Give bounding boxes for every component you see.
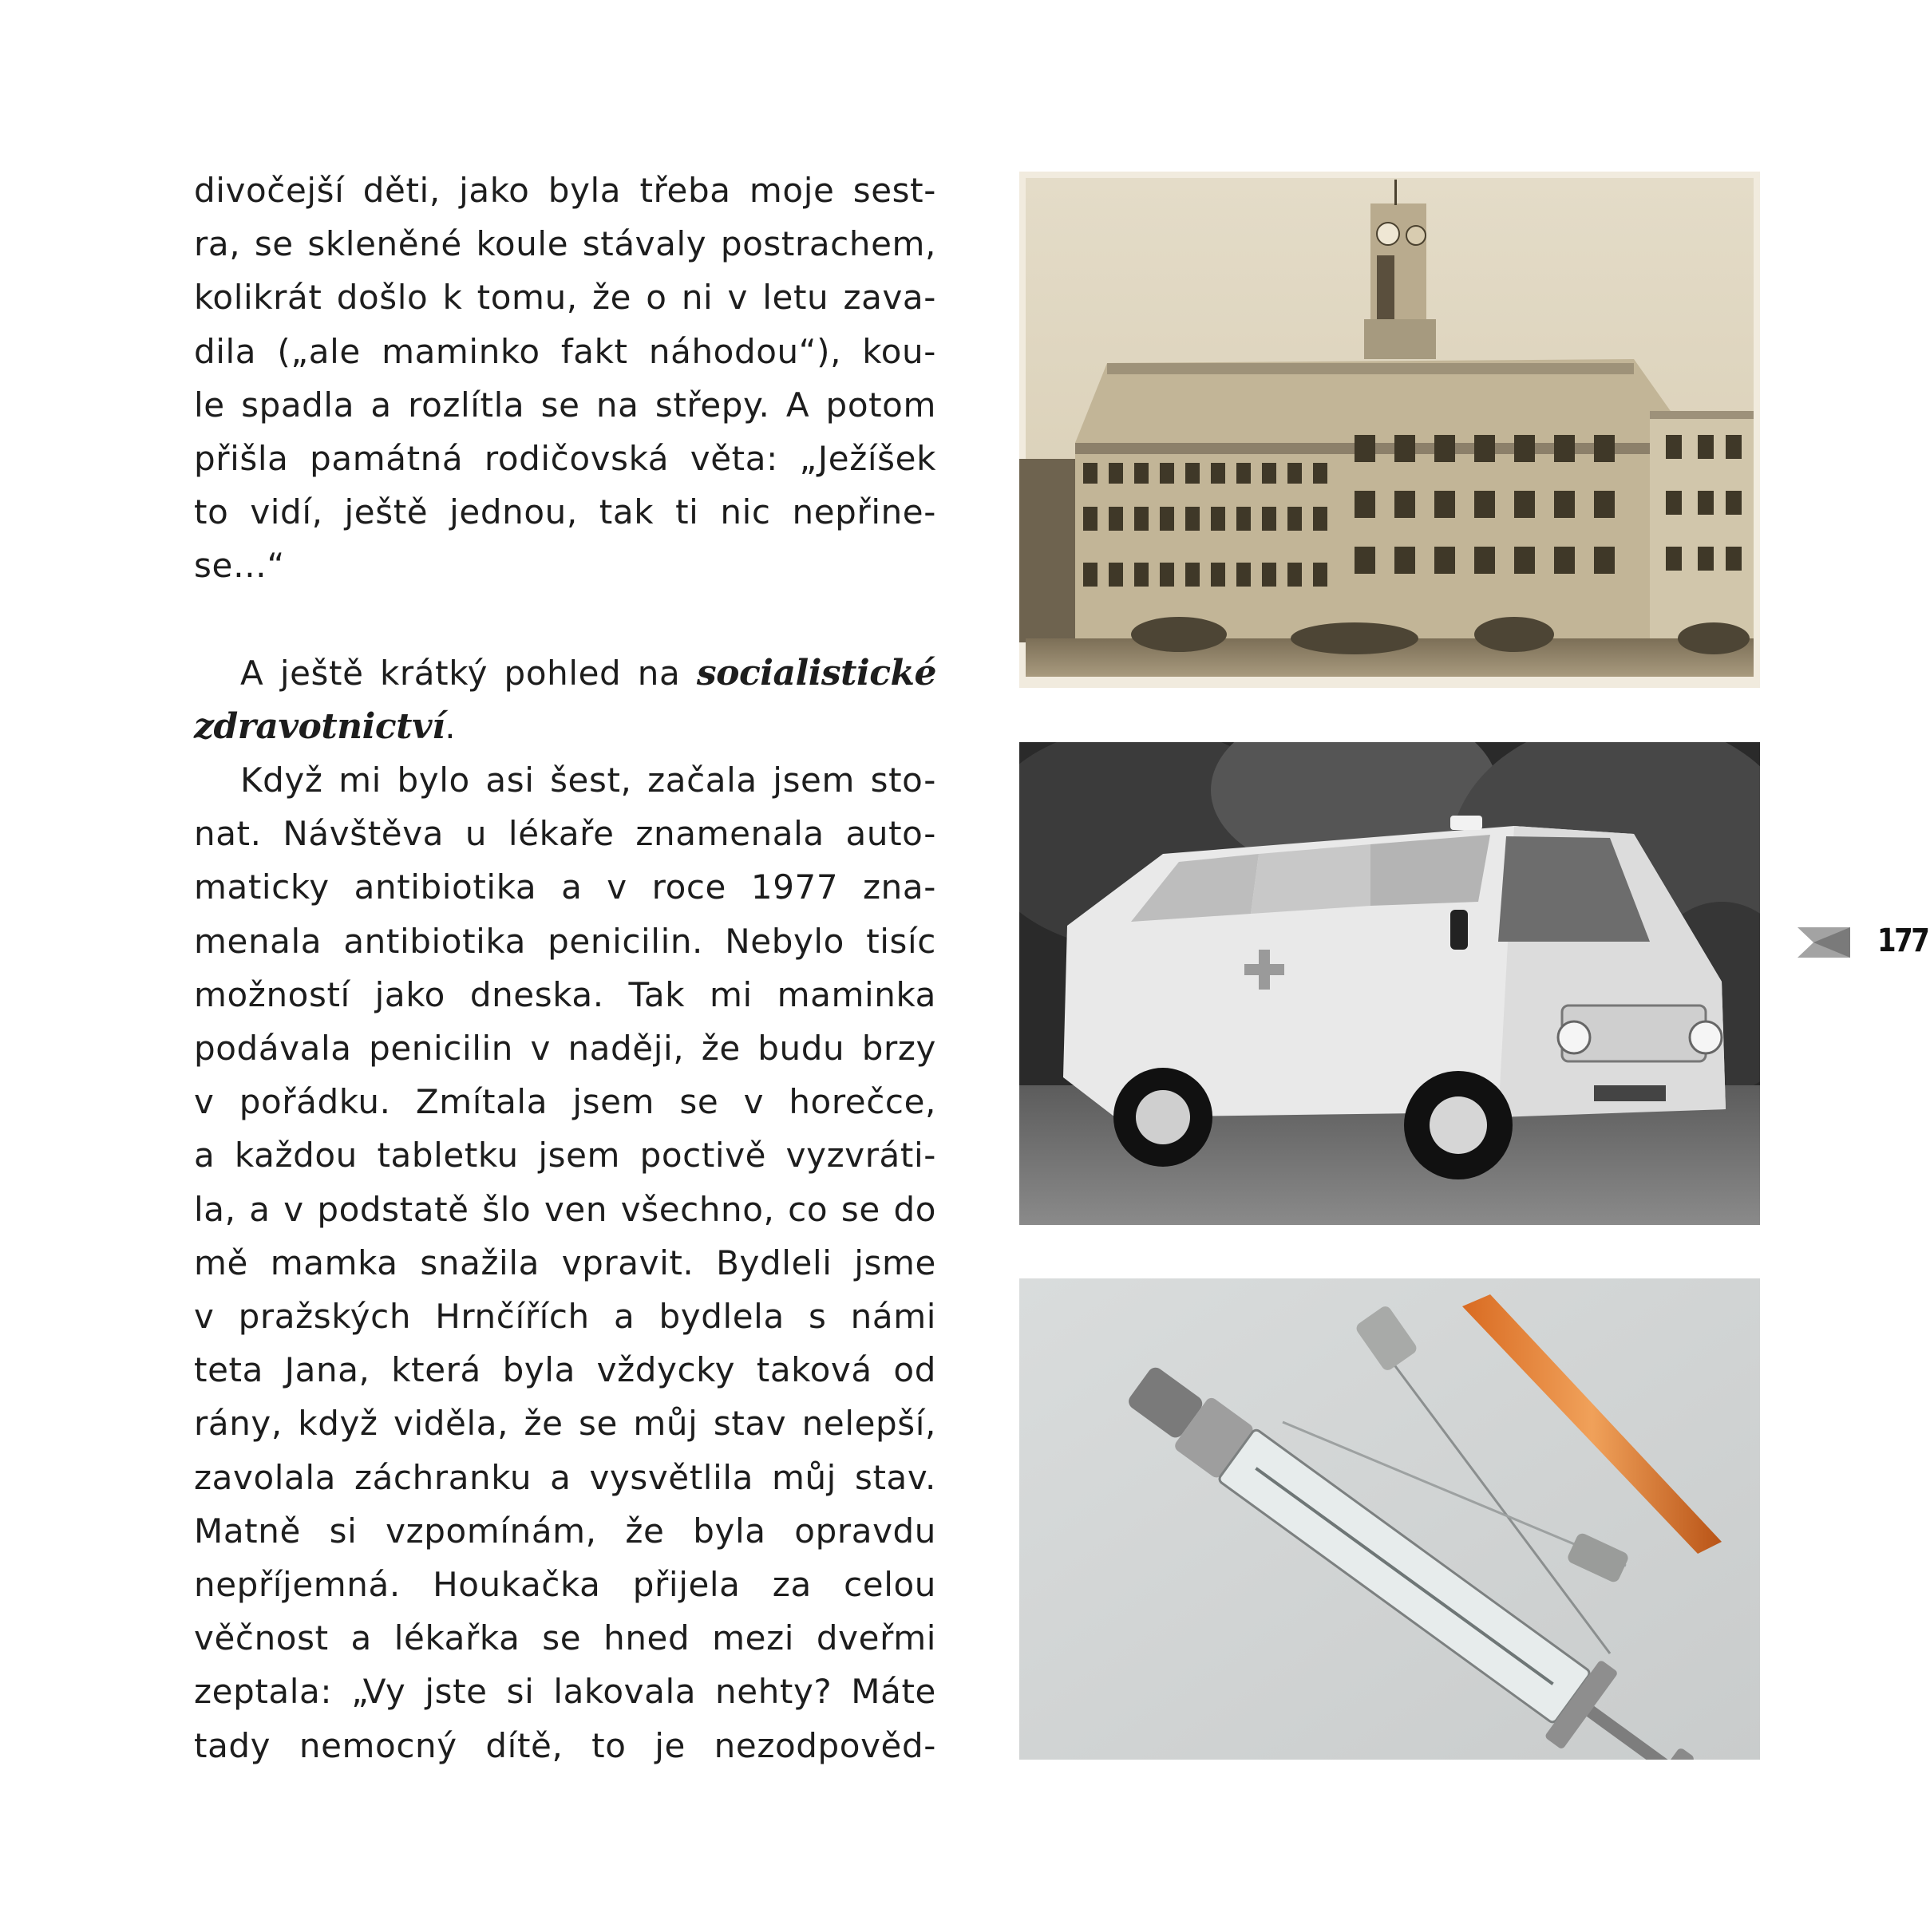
text-line: dila („ale maminko fakt náhodou“), kou-: [194, 331, 936, 371]
text-line: v pořádku. Zmítala jsem se v horečce,: [194, 1082, 936, 1122]
text-line: le spadla a rozlítla se na střepy. A potom: [194, 385, 936, 425]
paragraph-1: [194, 164, 936, 593]
text-line: [194, 646, 936, 700]
paragraph-2: [194, 646, 936, 753]
page-number: 177: [1877, 923, 1928, 959]
text-line: kolikrát došlo k tomu, že o ni v letu zava-: [194, 278, 936, 318]
text-span: A ještě krátký pohled na: [240, 653, 697, 693]
text-line: la, a v podstatě šlo ven všechno, co se do: [194, 1189, 936, 1229]
script-emphasis: socialistické: [696, 652, 936, 693]
text-line: věčnost a lékařka se hned mezi dveřmi: [194, 1618, 936, 1658]
text-span: .: [445, 706, 457, 746]
text-line: [194, 700, 936, 753]
text-line: nepříjemná. Houkačka přijela za celou: [194, 1565, 936, 1605]
text-line: mě mamka snažila vpravit. Bydleli jsme: [194, 1243, 936, 1282]
page-number-marker: [1798, 923, 1928, 961]
text-line: rány, když viděla, že se můj stav nelepší,: [194, 1404, 936, 1444]
text-line: a každou tabletku jsem poctivě vyzvráti-: [194, 1136, 936, 1175]
text-column: [194, 164, 936, 1772]
text-line: ra, se skleněné koule stávaly postrachem,: [194, 224, 936, 264]
syringe-image: [1019, 1278, 1760, 1760]
script-emphasis: zdravotnictví: [194, 705, 445, 747]
text-line: zeptala: „Vy jste si lakovala nehty? Máte: [194, 1672, 936, 1712]
text-line: nat. Návštěva u lékaře znamenala auto-: [194, 814, 936, 854]
text-line: se…“: [194, 546, 285, 586]
text-line: přišla památná rodičovská věta: „Ježíšek: [194, 439, 936, 479]
ambulance-image: [1019, 742, 1760, 1225]
text-line: Matně si vzpomínám, že byla opravdu: [194, 1511, 936, 1551]
paragraph-gap: [194, 593, 936, 646]
ambulance-photo: [1019, 742, 1760, 1225]
text-line: Když mi bylo asi šest, začala jsem sto-: [240, 761, 936, 800]
text-line: v pražských Hrnčířích a bydlela s námi: [194, 1297, 936, 1337]
arrow-marker-icon: [1798, 927, 1850, 958]
hospital-building-image: [1019, 172, 1760, 688]
text-line: možností jako dneska. Tak mi maminka: [194, 974, 936, 1014]
text-line: to vidí, ještě jednou, tak ti nic nepřine-: [194, 492, 936, 532]
hospital-building-photo: [1019, 172, 1760, 688]
text-line: maticky antibiotika a v roce 1977 zna-: [194, 867, 936, 907]
text-line: divočejší děti, jako byla třeba moje sest-: [194, 171, 936, 210]
text-line: menala antibiotika penicilin. Nebylo tisíc: [194, 921, 936, 961]
text-line: podávala penicilin v naději, že budu brzy: [194, 1029, 936, 1069]
text-line: tady nemocný dítě, to je nezodpověd-: [194, 1725, 936, 1765]
text-line: zavolala záchranku a vysvětlila můj stav.: [194, 1457, 936, 1497]
paragraph-3: [194, 753, 936, 1772]
syringe-photo: [1019, 1278, 1760, 1760]
text-line: teta Jana, která byla vždycky taková od: [194, 1350, 936, 1390]
